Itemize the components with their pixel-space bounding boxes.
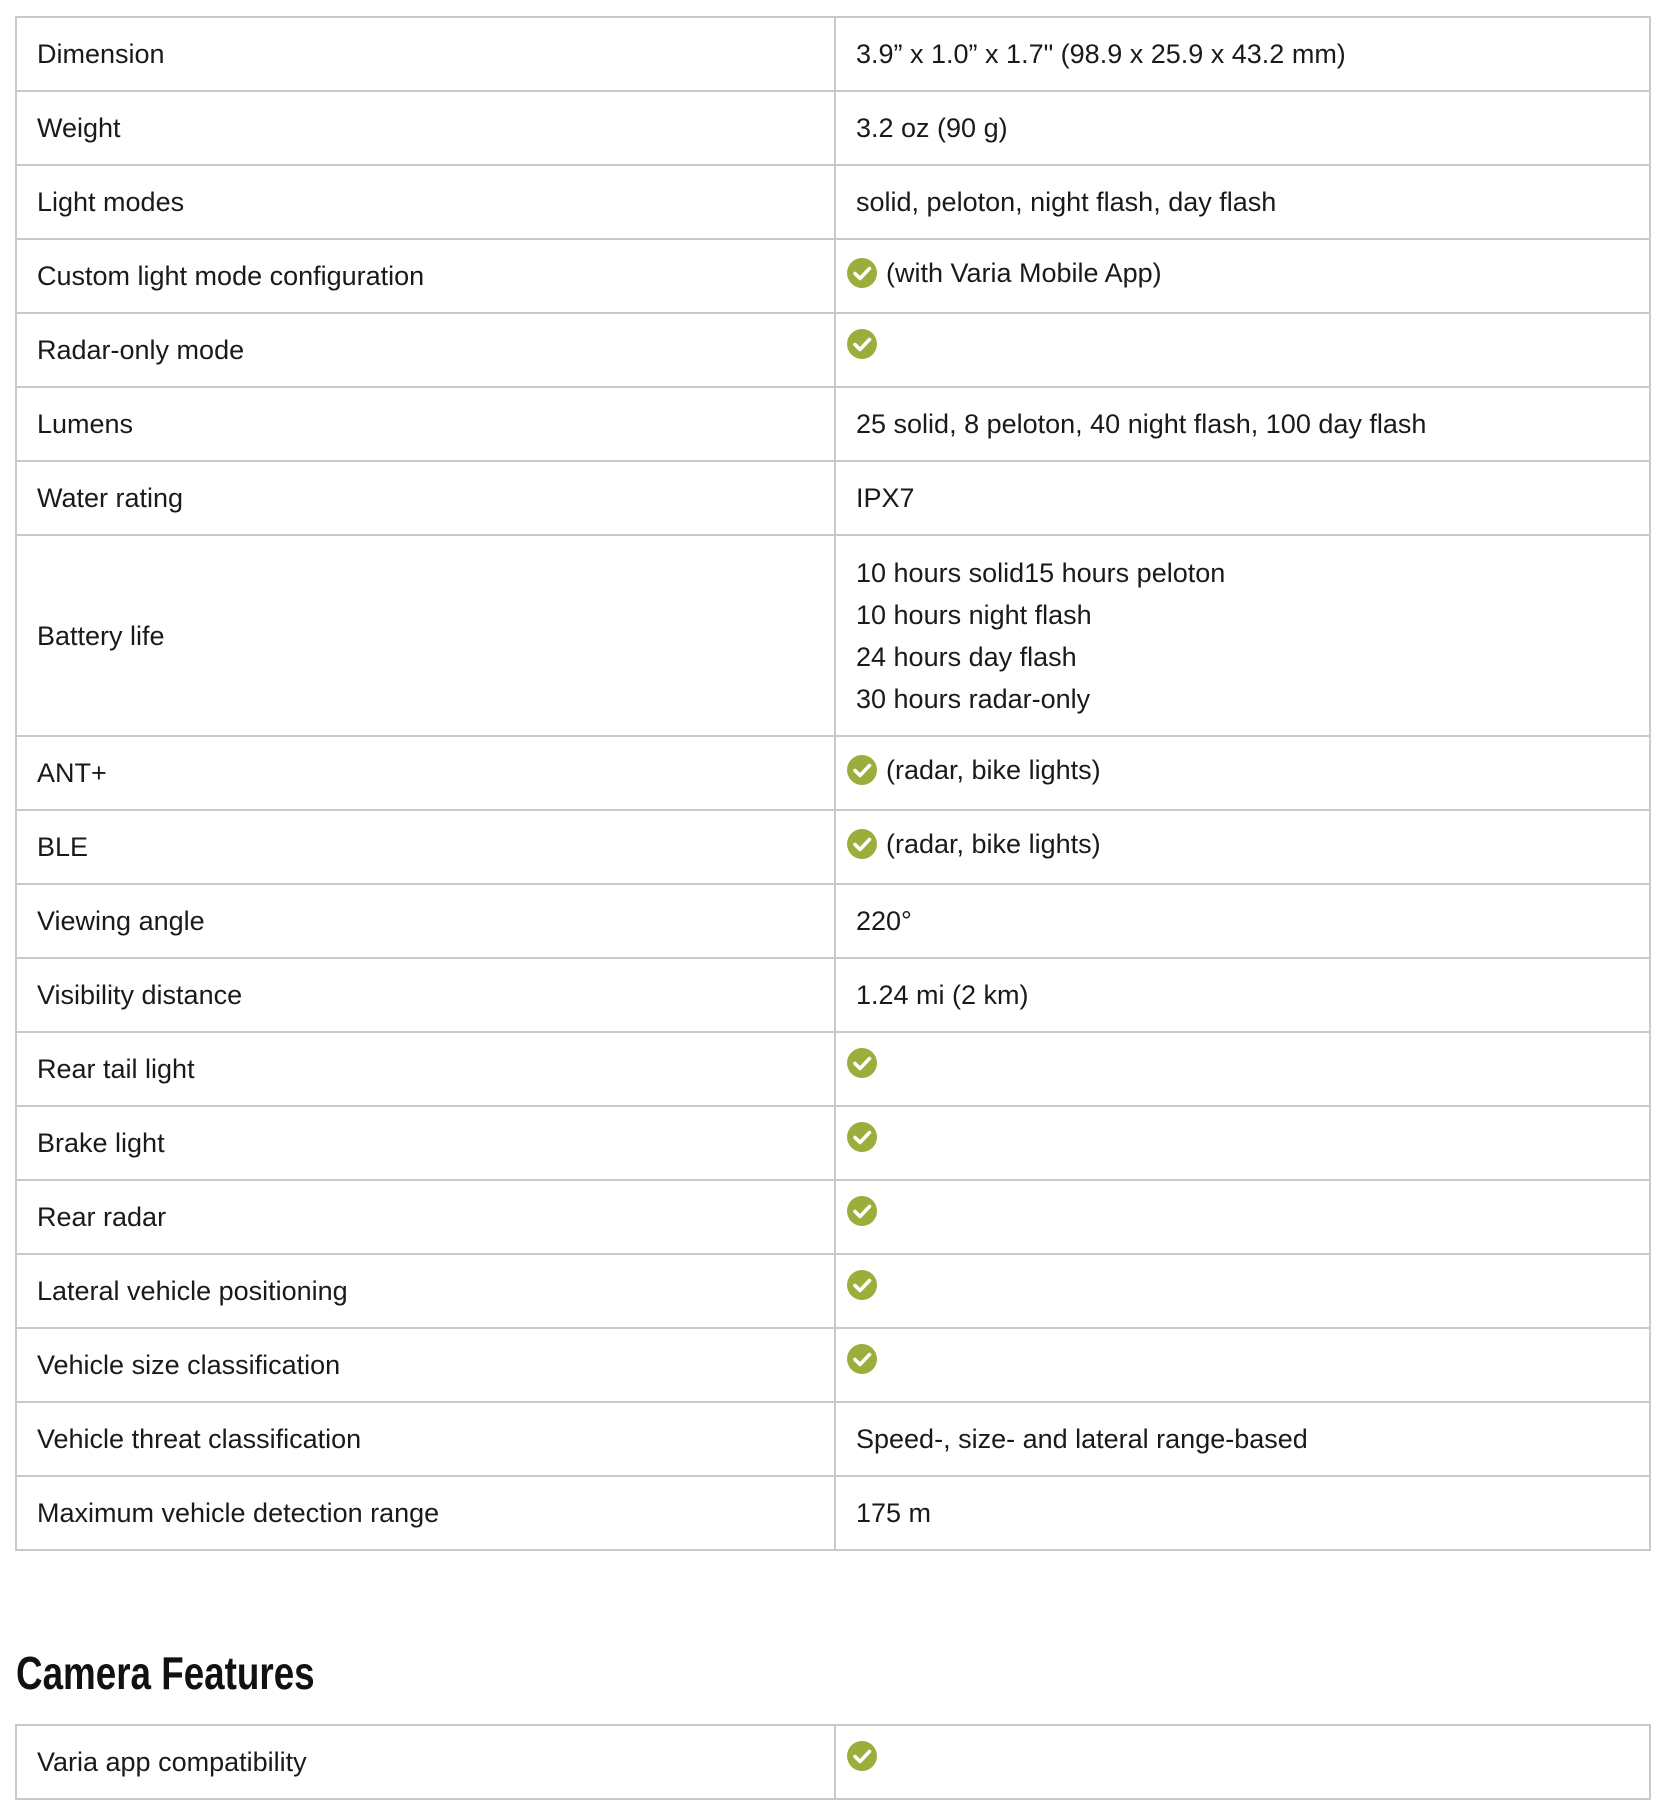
table-row xyxy=(16,1476,1650,1550)
spec-label: ANT+ xyxy=(16,736,835,810)
spec-value: 3.9” x 1.0” x 1.7" (98.9 x 25.9 x 43.2 mm) xyxy=(835,17,1650,91)
table-row xyxy=(16,387,1650,461)
spec-value xyxy=(835,1725,1650,1799)
section-title-camera-features: Camera Features xyxy=(16,1647,315,1699)
spec-label: Light modes xyxy=(16,165,835,239)
spec-value-text: (with Varia Mobile App) xyxy=(886,257,1162,288)
battery-line: 30 hours radar-only xyxy=(856,683,1091,714)
spec-value: Speed-, size- and lateral range-based xyxy=(835,1402,1650,1476)
spec-label: Lumens xyxy=(16,387,835,461)
spec-value xyxy=(835,1254,1650,1328)
spec-label: Rear radar xyxy=(16,1180,835,1254)
spec-value-text: (radar, bike lights) xyxy=(886,828,1101,859)
spec-value xyxy=(835,736,1650,810)
spec-label: Rear tail light xyxy=(16,1032,835,1106)
table-row xyxy=(16,736,1650,810)
spec-label: Maximum vehicle detection range xyxy=(16,1476,835,1550)
spec-value xyxy=(835,1106,1650,1180)
table-row xyxy=(16,1106,1650,1180)
camera-features-table xyxy=(15,1724,1651,1800)
check-icon xyxy=(846,1121,878,1153)
spec-value: solid, peloton, night flash, day flash xyxy=(835,165,1650,239)
table-row xyxy=(16,1328,1650,1402)
battery-line: 24 hours day flash xyxy=(856,641,1077,672)
table-row xyxy=(16,535,1650,736)
spec-label: Dimension xyxy=(16,17,835,91)
spec-label: Vehicle threat classification xyxy=(16,1402,835,1476)
spec-label: Custom light mode configuration xyxy=(16,239,835,313)
table-row xyxy=(16,91,1650,165)
spec-value xyxy=(835,810,1650,884)
spec-value xyxy=(835,1032,1650,1106)
battery-line: 10 hours night flash xyxy=(856,599,1092,630)
spec-label: Radar-only mode xyxy=(16,313,835,387)
table-row xyxy=(16,1725,1650,1799)
spec-label: BLE xyxy=(16,810,835,884)
spec-label: Viewing angle xyxy=(16,884,835,958)
spec-label: Lateral vehicle positioning xyxy=(16,1254,835,1328)
spec-value: 25 solid, 8 peloton, 40 night flash, 100 day flash xyxy=(835,387,1650,461)
spec-value xyxy=(835,1180,1650,1254)
spec-label: Visibility distance xyxy=(16,958,835,1032)
table-row xyxy=(16,461,1650,535)
spec-label: Weight xyxy=(16,91,835,165)
spec-value: 175 m xyxy=(835,1476,1650,1550)
check-icon xyxy=(846,754,878,786)
spec-value xyxy=(835,239,1650,313)
spec-label: Vehicle size classification xyxy=(16,1328,835,1402)
table-row xyxy=(16,17,1650,91)
spec-label: Battery life xyxy=(16,535,835,736)
table-row xyxy=(16,810,1650,884)
spec-value-text: (radar, bike lights) xyxy=(886,754,1101,785)
spec-value xyxy=(835,1328,1650,1402)
spec-value: 3.2 oz (90 g) xyxy=(835,91,1650,165)
check-icon xyxy=(846,1047,878,1079)
table-row xyxy=(16,239,1650,313)
table-row xyxy=(16,1254,1650,1328)
specs-table xyxy=(15,16,1651,1551)
spec-value: 1.24 mi (2 km) xyxy=(835,958,1650,1032)
table-row xyxy=(16,1180,1650,1254)
spec-value xyxy=(835,313,1650,387)
check-icon xyxy=(846,257,878,289)
check-icon xyxy=(846,1343,878,1375)
spec-label: Varia app compatibility xyxy=(16,1725,835,1799)
spec-label: Water rating xyxy=(16,461,835,535)
spec-value: IPX7 xyxy=(835,461,1650,535)
check-icon xyxy=(846,1269,878,1301)
check-icon xyxy=(846,828,878,860)
check-icon xyxy=(846,1740,878,1772)
table-row xyxy=(16,1402,1650,1476)
spec-value xyxy=(835,535,1650,736)
spec-value: 220° xyxy=(835,884,1650,958)
table-row xyxy=(16,884,1650,958)
table-row xyxy=(16,165,1650,239)
table-row xyxy=(16,1032,1650,1106)
spec-label: Brake light xyxy=(16,1106,835,1180)
table-row xyxy=(16,958,1650,1032)
table-row xyxy=(16,313,1650,387)
check-icon xyxy=(846,328,878,360)
check-icon xyxy=(846,1195,878,1227)
battery-line: 10 hours solid15 hours peloton xyxy=(856,557,1226,588)
